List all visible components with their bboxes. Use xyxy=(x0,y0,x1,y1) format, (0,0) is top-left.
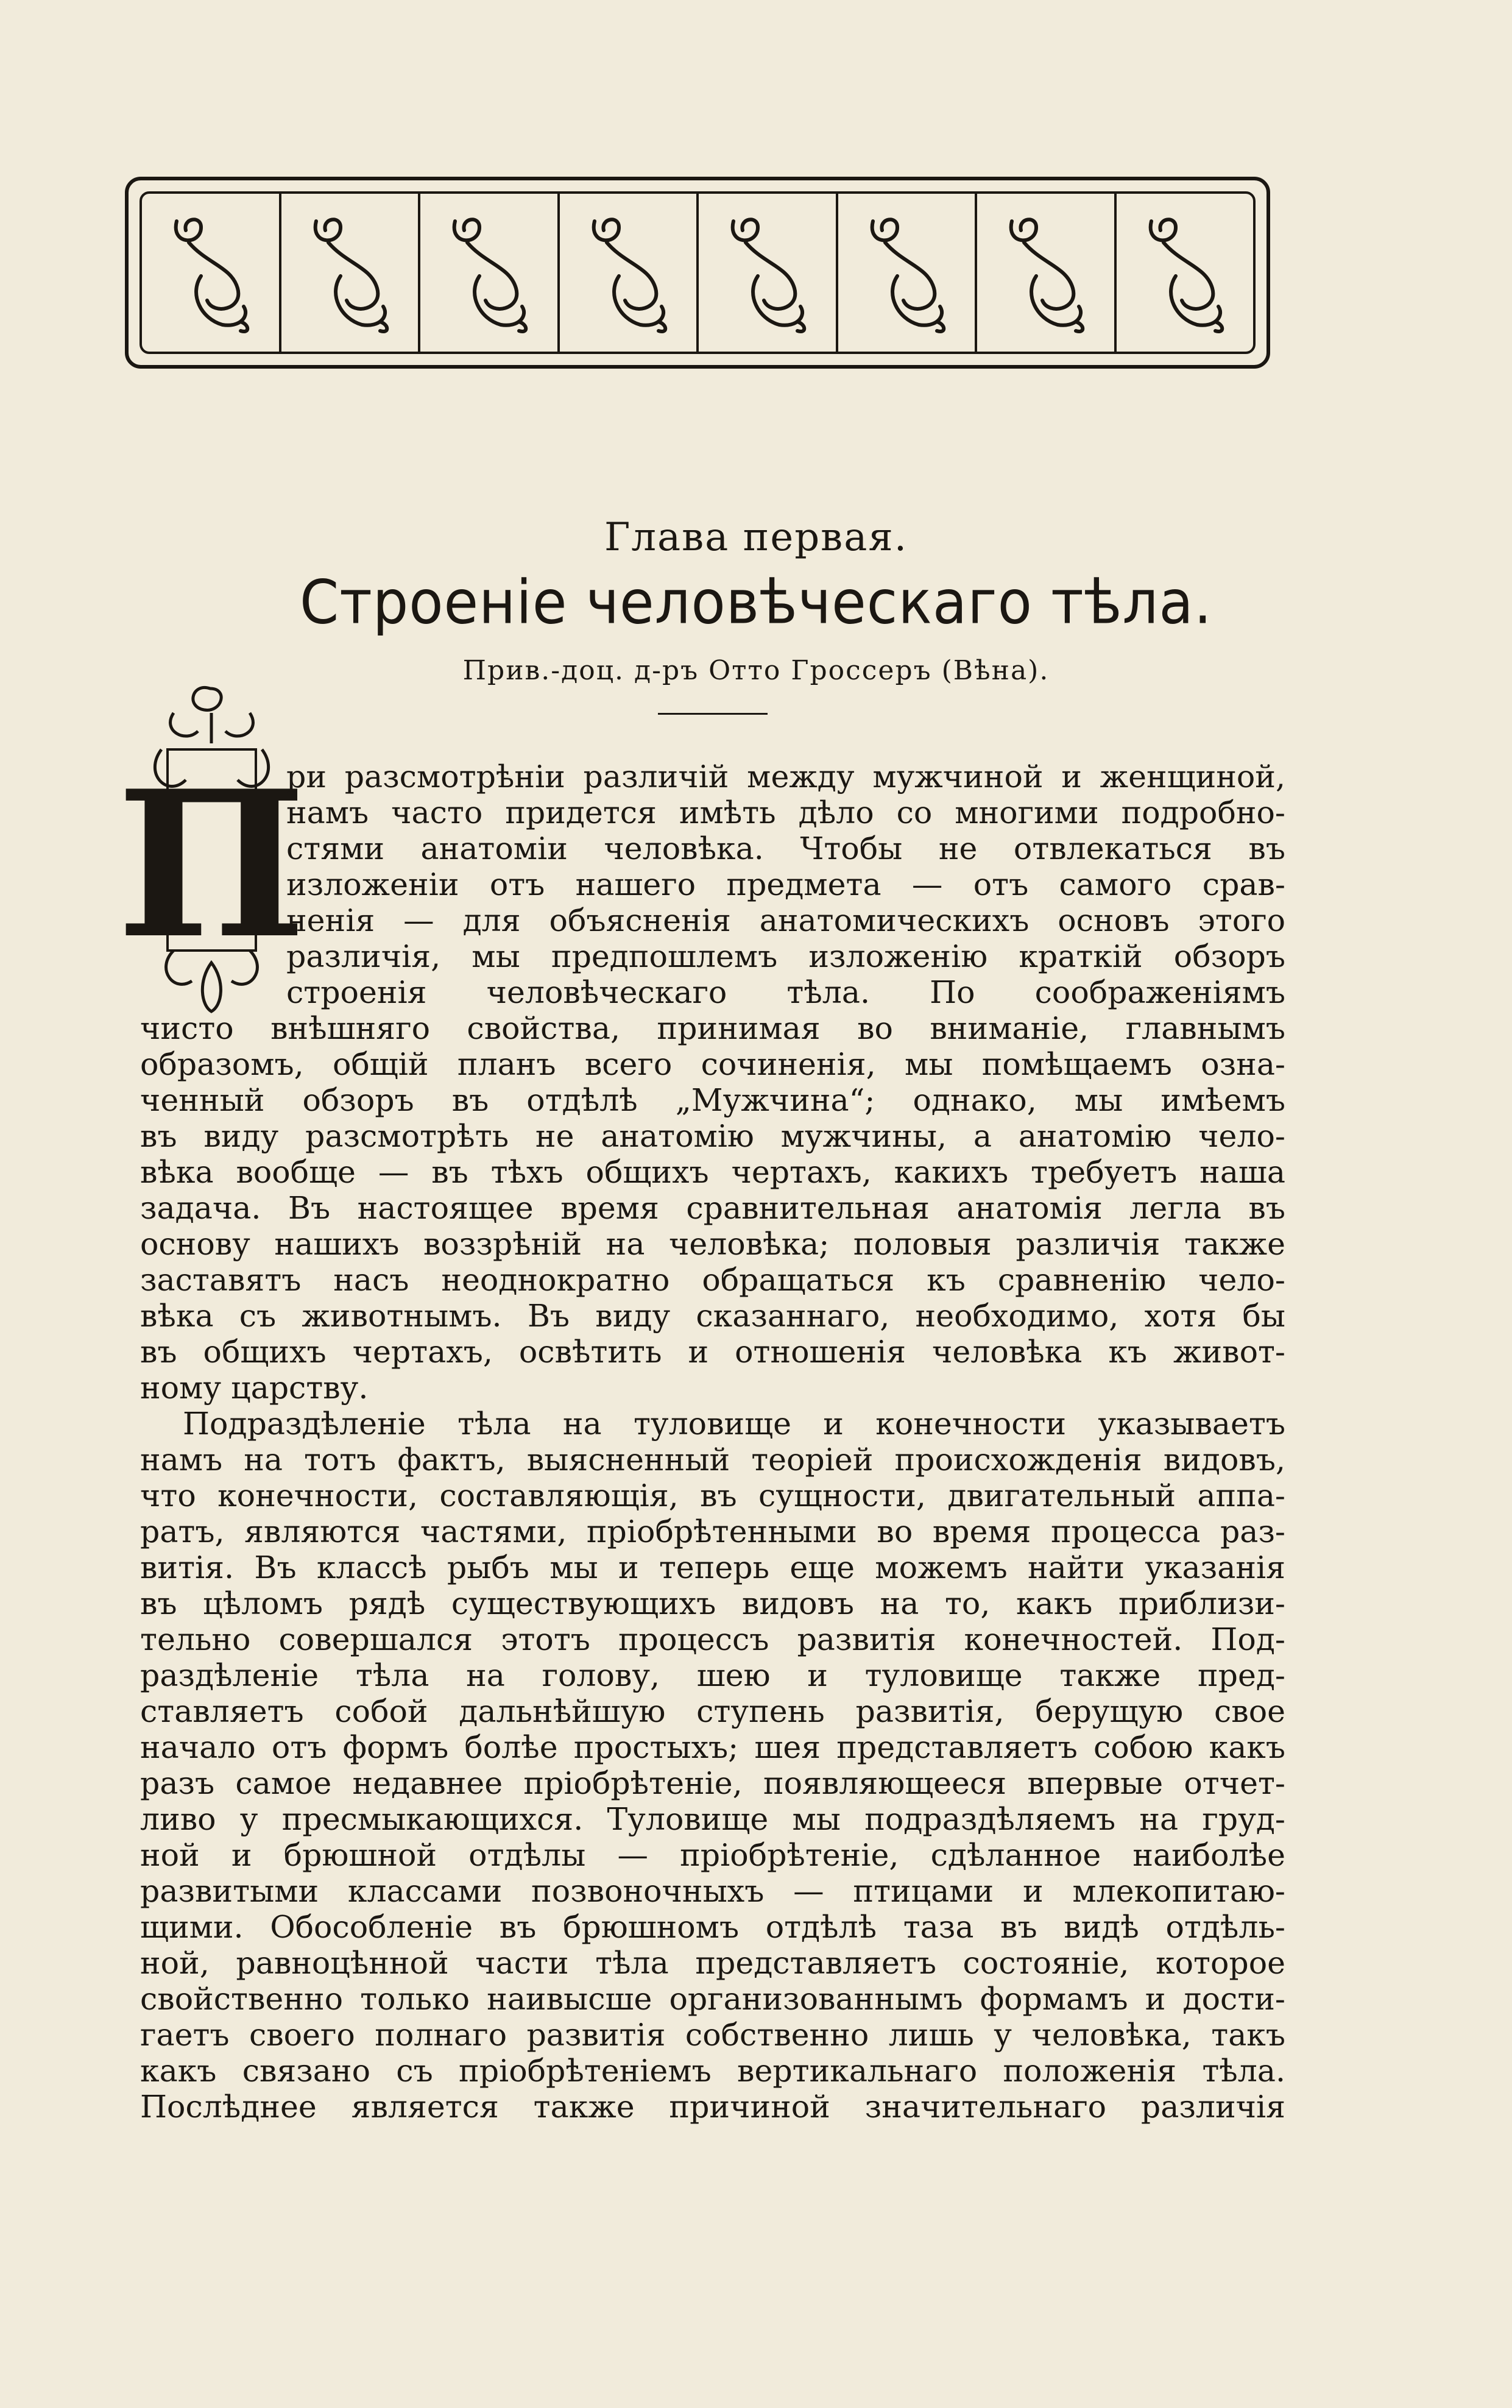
scroll-ornament-icon xyxy=(443,209,534,337)
text-line: задача. Въ настоящее время сравнительная анатомія легла въ xyxy=(140,1190,1285,1226)
text-line: Подраздѣленіе тѣла на туловище и конечности указываетъ xyxy=(183,1406,1285,1442)
drop-cap-letter: П xyxy=(116,746,306,983)
scroll-ornament-icon xyxy=(582,209,674,337)
divider-rule xyxy=(658,713,768,715)
scroll-ornament-icon xyxy=(164,209,256,337)
text-line: ной, равноцѣнной части тѣла представляетъ состояніе, которое xyxy=(140,1945,1285,1981)
text-line: начало отъ формъ болѣе простыхъ; шея представляетъ собою какъ xyxy=(140,1729,1285,1765)
text-line: чисто внѣшняго свойства, принимая во вниманіе, главнымъ xyxy=(140,1010,1285,1046)
text-line: вѣка съ животнымъ. Въ виду сказаннаго, необходимо, хотя бы xyxy=(140,1298,1285,1334)
scroll-ornament-icon xyxy=(1000,209,1091,337)
text-line: строенія человѣческаго тѣла. По соображеніямъ xyxy=(286,974,1285,1010)
scroll-ornament-icon xyxy=(861,209,952,337)
text-line: гаетъ своего полнаго развитія собственно лишь у человѣка, такъ xyxy=(140,2017,1285,2053)
author-line: Прив.-доц. д-ръ Отто Гроссеръ (Вѣна). xyxy=(462,655,1050,686)
text-line: вѣка вообще — въ тѣхъ общихъ чертахъ, какихъ требуетъ наша xyxy=(140,1154,1285,1190)
ornament-cell xyxy=(142,194,279,352)
text-line: ному царству. xyxy=(140,1370,369,1406)
text-line: въ виду разсмотрѣть не анатомію мужчины, а анатомію чело- xyxy=(140,1118,1285,1154)
text-line: основу нашихъ воззрѣній на человѣка; половыя различія также xyxy=(140,1226,1285,1262)
text-line: ставляетъ собой дальнѣйшую ступень развитія, берущую свое xyxy=(140,1693,1285,1729)
text-line: витія. Въ классѣ рыбъ мы и теперь еще можемъ найти указанія xyxy=(140,1549,1285,1585)
text-line: свойственно только наивысше организованнымъ формамъ и дости- xyxy=(140,1981,1285,2017)
text-line: какъ связано съ пріобрѣтеніемъ вертикальнаго положенія тѣла. xyxy=(140,2053,1285,2089)
chapter-title: Строеніе человѣческаго тѣла. xyxy=(300,567,1212,638)
text-line: ненія — для объясненія анатомическихъ основъ этого xyxy=(286,902,1285,938)
text-line: ченный обзоръ въ отдѣлѣ „Мужчина“; однако, мы имѣемъ xyxy=(140,1082,1285,1118)
scroll-ornament-icon xyxy=(721,209,813,337)
scroll-ornament-icon xyxy=(304,209,395,337)
ornament-cell xyxy=(279,194,419,352)
text-line: изложеніи отъ нашего предмета — отъ самого срав- xyxy=(286,866,1285,902)
text-line: раздѣленіе тѣла на голову, шею и туловище также пред- xyxy=(140,1657,1285,1693)
chapter-heading: Глава первая. xyxy=(604,515,908,560)
text-line: разъ самое недавнее пріобрѣтеніе, появляющееся впервые отчет- xyxy=(140,1765,1285,1801)
text-line: стями анатоміи человѣка. Чтобы не отвлекаться въ xyxy=(286,830,1285,866)
scroll-ornament-icon xyxy=(1139,209,1231,337)
ornament-frame xyxy=(140,191,1256,354)
ornament-cell xyxy=(418,194,557,352)
text-line: тельно совершался этотъ процессъ развитія конечностей. Под- xyxy=(140,1621,1285,1657)
ornamental-header-band xyxy=(125,177,1270,369)
text-line: щими. Обособленіе въ брюшномъ отдѣлѣ таза въ видѣ отдѣль- xyxy=(140,1909,1285,1945)
text-line: развитыми классами позвоночныхъ — птицами и млекопитаю- xyxy=(140,1873,1285,1909)
text-line: что конечности, составляющія, въ сущности, двигательный аппа- xyxy=(140,1478,1285,1514)
body-text xyxy=(140,759,1285,2125)
text-line: заставятъ насъ неоднократно обращаться къ сравненію чело- xyxy=(140,1262,1285,1298)
text-line: ратъ, являются частями, пріобрѣтенными во время процесса раз- xyxy=(140,1514,1285,1549)
ornament-cell xyxy=(836,194,975,352)
text-line: въ общихъ чертахъ, освѣтить и отношенія человѣка къ живот- xyxy=(140,1334,1285,1370)
text-line: намъ часто придется имѣть дѣло со многими подробно- xyxy=(286,795,1285,830)
ornament-cell xyxy=(557,194,697,352)
text-line: ливо у пресмыкающихся. Туловище мы подраздѣляемъ на груд- xyxy=(140,1801,1285,1837)
text-line: въ цѣломъ рядѣ существующихъ видовъ на то, какъ приблизи- xyxy=(140,1585,1285,1621)
text-line: намъ на тотъ фактъ, выясненный теоріей происхожденія видовъ, xyxy=(140,1442,1285,1478)
ornament-cell xyxy=(696,194,836,352)
text-line: различія, мы предпошлемъ изложенію краткій обзоръ xyxy=(286,938,1285,974)
text-line: образомъ, общій планъ всего сочиненія, мы помѣщаемъ озна- xyxy=(140,1046,1285,1082)
text-line: Послѣднее является также причиной значительнаго различія xyxy=(140,2089,1285,2125)
text-line: ри разсмотрѣніи различій между мужчиной и женщиной, xyxy=(286,759,1285,795)
text-line: ной и брюшной отдѣлы — пріобрѣтеніе, сдѣланное наиболѣе xyxy=(140,1837,1285,1873)
ornament-cell xyxy=(975,194,1114,352)
ornament-cell xyxy=(1114,194,1254,352)
